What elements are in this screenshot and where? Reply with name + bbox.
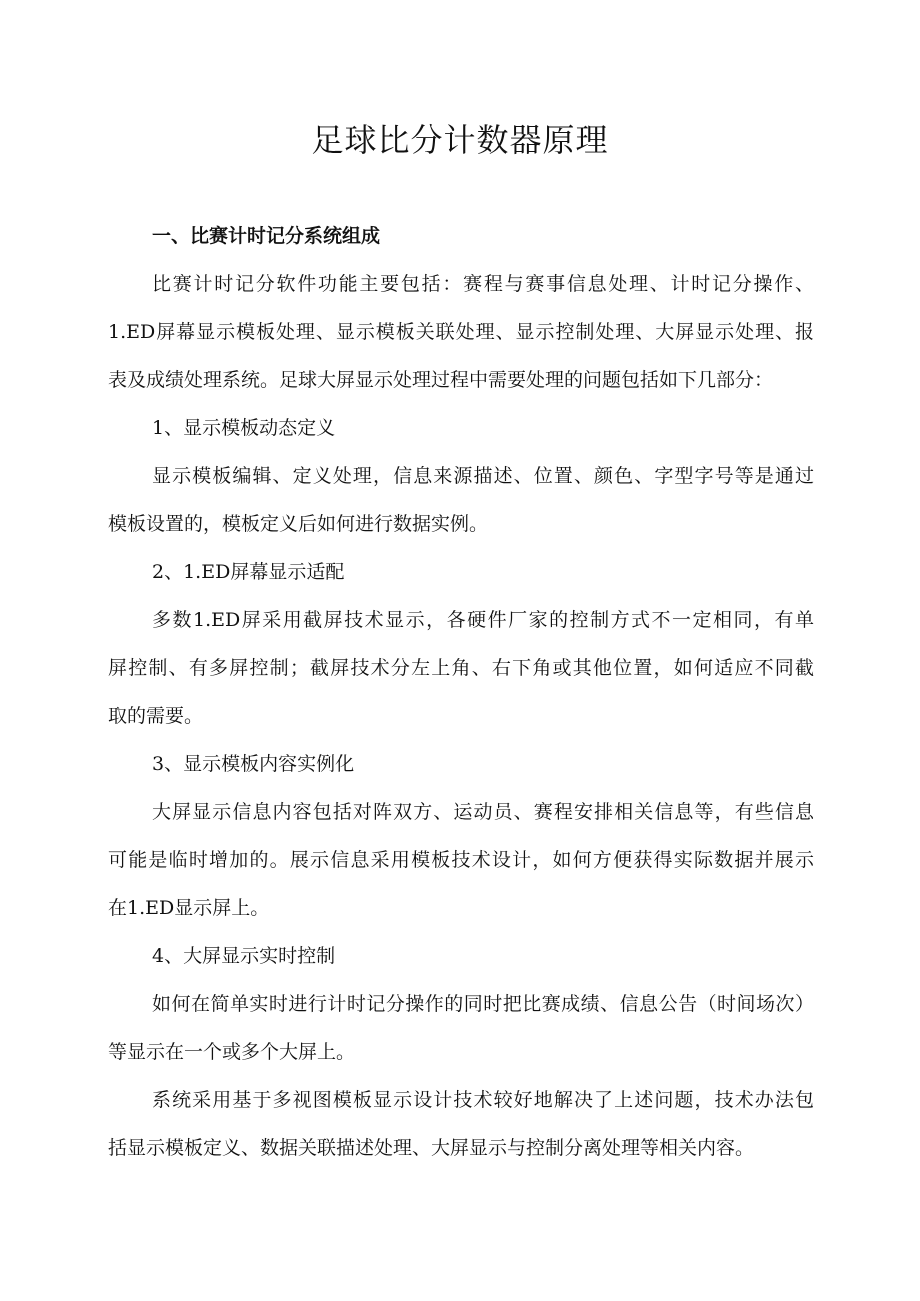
paragraph-line: 显示模板编辑、定义处理，信息来源描述、位置、颜色、字型字号等是通过 [152,465,814,487]
item-heading: 3、显示模板内容实例化 [152,753,355,775]
paragraph-line: 比赛计时记分软件功能主要包括：赛程与赛事信息处理、计时记分操作、 [152,273,814,295]
paragraph-line: 系统采用基于多视图模板显示设计技术较好地解决了上述问题，技术办法包 [152,1089,814,1111]
section-heading: 一、比赛计时记分系统组成 [152,225,381,247]
paragraph-line: 1.ED屏幕显示模板处理、显示模板关联处理、显示控制处理、大屏显示处理、报 [108,321,814,343]
paragraph-line: 屏控制、有多屏控制；截屏技术分左上角、右下角或其他位置，如何适应不同截 [108,657,814,679]
paragraph-line: 等显示在一个或多个大屏上。 [108,1041,356,1063]
paragraph-line: 如何在简单实时进行计时记分操作的同时把比赛成绩、信息公告（时间场次） [152,993,814,1015]
item-heading: 4、大屏显示实时控制 [152,945,336,967]
item-heading: 2、1.ED屏幕显示适配 [152,561,345,583]
paragraph-line: 取的需要。 [108,705,204,727]
document-body [108,212,814,1172]
paragraph-line: 在1.ED显示屏上。 [108,897,270,919]
item-heading: 1、显示模板动态定义 [152,417,336,439]
paragraph-line: 括显示模板定义、数据关联描述处理、大屏显示与控制分离处理等相关内容。 [108,1137,755,1159]
paragraph-line: 模板设置的，模板定义后如何进行数据实例。 [108,513,489,535]
paragraph-line: 大屏显示信息内容包括对阵双方、运动员、赛程安排相关信息等，有些信息 [152,801,814,823]
paragraph-line: 可能是临时增加的。展示信息采用模板技术设计，如何方便获得实际数据并展示 [108,849,814,871]
paragraph-line: 表及成绩处理系统。足球大屏显示处理过程中需要处理的问题包括如下几部分： [108,369,774,391]
paragraph-line: 多数1.ED屏采用截屏技术显示，各硬件厂家的控制方式不一定相同，有单 [152,609,814,631]
page-title: 足球比分计数器原理 [311,121,609,159]
